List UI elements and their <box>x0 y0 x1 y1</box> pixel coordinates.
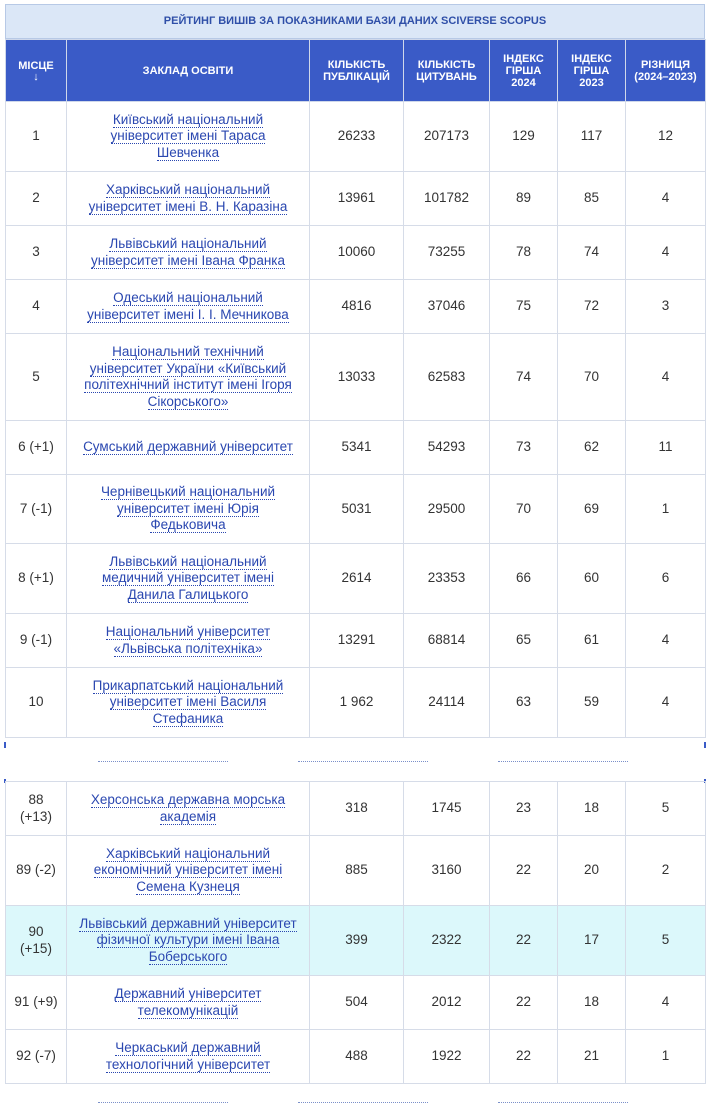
institution-link[interactable]: Харківський національний економічний університет імені Семена Кузнеця <box>93 845 283 894</box>
institution-link[interactable]: Сумський державний університет <box>83 439 293 455</box>
institution-link[interactable]: Національний університет «Львівська політехніка» <box>105 624 271 656</box>
cell-institution <box>67 226 310 280</box>
cell-institution <box>67 280 310 334</box>
cell-hindex-2023: 18 <box>558 976 626 1030</box>
table-row <box>6 976 706 1030</box>
ellipsis-divider <box>498 1102 628 1103</box>
institution-link[interactable]: Національний технічний університет України «Київський політехнічний інститут імені Ігоря Сікорського» <box>84 344 292 409</box>
table-row <box>6 172 706 226</box>
cell-place: 1 <box>6 102 67 172</box>
institution-link[interactable]: Одеський національний університет імені І. І. Мечникова <box>87 290 289 322</box>
institution-link[interactable]: Прикарпатський національний університет імені Василя Стефаника <box>92 677 284 726</box>
header-place-label: МІСЦЕ <box>18 59 54 72</box>
cell-citations: 68814 <box>404 614 490 668</box>
cell-hindex-2024: 78 <box>490 226 558 280</box>
cell-citations: 101782 <box>404 172 490 226</box>
ellipsis-divider <box>98 1102 228 1103</box>
cell-place: 88 (+13) <box>6 782 67 836</box>
table-row <box>6 668 706 738</box>
header-publications[interactable]: КІЛЬКІСТЬ ПУБЛІКАЦІЙ <box>310 40 404 102</box>
institution-link[interactable]: Львівський національний медичний університет імені Данила Галицького <box>101 553 275 602</box>
cell-citations: 62583 <box>404 334 490 421</box>
table-row <box>6 836 706 906</box>
cell-difference: 1 <box>626 1030 706 1084</box>
cell-publications: 318 <box>310 782 404 836</box>
cell-hindex-2023: 59 <box>558 668 626 738</box>
cell-hindex-2023: 69 <box>558 475 626 544</box>
cell-publications: 399 <box>310 906 404 976</box>
cell-hindex-2024: 66 <box>490 544 558 614</box>
cell-difference: 4 <box>626 226 706 280</box>
cell-hindex-2023: 17 <box>558 906 626 976</box>
cell-hindex-2023: 117 <box>558 102 626 172</box>
cell-place: 7 (-1) <box>6 475 67 544</box>
header-institution[interactable]: ЗАКЛАД ОСВІТИ <box>67 40 310 102</box>
cell-hindex-2024: 73 <box>490 421 558 475</box>
cell-publications: 13961 <box>310 172 404 226</box>
cell-publications: 504 <box>310 976 404 1030</box>
cell-citations: 37046 <box>404 280 490 334</box>
cell-difference: 4 <box>626 976 706 1030</box>
cell-hindex-2023: 20 <box>558 836 626 906</box>
ellipsis-divider <box>498 761 628 762</box>
cell-institution <box>67 475 310 544</box>
cell-citations: 24114 <box>404 668 490 738</box>
cell-hindex-2024: 22 <box>490 1030 558 1084</box>
table-edge-left <box>4 742 6 748</box>
cell-citations: 1745 <box>404 782 490 836</box>
cell-publications: 13291 <box>310 614 404 668</box>
table-row <box>6 226 706 280</box>
cell-institution <box>67 172 310 226</box>
cell-institution <box>67 668 310 738</box>
cell-hindex-2024: 22 <box>490 906 558 976</box>
cell-hindex-2023: 62 <box>558 421 626 475</box>
cell-place: 6 (+1) <box>6 421 67 475</box>
cell-hindex-2024: 65 <box>490 614 558 668</box>
cell-publications: 26233 <box>310 102 404 172</box>
cell-difference: 2 <box>626 836 706 906</box>
table-caption: РЕЙТИНГ ВИШІВ ЗА ПОКАЗНИКАМИ БАЗИ ДАНИХ SCIVERSE SCOPUS <box>5 4 705 39</box>
cell-citations: 207173 <box>404 102 490 172</box>
header-hindex-2023[interactable]: ІНДЕКС ГІРША 2023 <box>558 40 626 102</box>
cell-hindex-2024: 70 <box>490 475 558 544</box>
ranking-table-top <box>5 39 706 738</box>
cell-difference: 5 <box>626 906 706 976</box>
cell-difference: 4 <box>626 334 706 421</box>
cell-institution <box>67 334 310 421</box>
cell-institution <box>67 102 310 172</box>
table-row <box>6 280 706 334</box>
cell-difference: 4 <box>626 668 706 738</box>
cell-citations: 1922 <box>404 1030 490 1084</box>
cell-place: 8 (+1) <box>6 544 67 614</box>
cell-publications: 488 <box>310 1030 404 1084</box>
cell-place: 91 (+9) <box>6 976 67 1030</box>
cell-difference: 5 <box>626 782 706 836</box>
institution-link[interactable]: Державний університет телекомунікацій <box>114 986 262 1018</box>
cell-citations: 29500 <box>404 475 490 544</box>
institution-link[interactable]: Чернівецький національний університет імені Юрія Федьковича <box>100 484 276 533</box>
institution-link[interactable]: Київський національний університет імені Тараса Шевченка <box>110 111 266 160</box>
cell-institution <box>67 782 310 836</box>
table-row <box>6 102 706 172</box>
cell-publications: 13033 <box>310 334 404 421</box>
cell-place: 4 <box>6 280 67 334</box>
cell-institution <box>67 1030 310 1084</box>
cell-place: 9 (-1) <box>6 614 67 668</box>
table-row <box>6 544 706 614</box>
cell-place: 10 <box>6 668 67 738</box>
cell-hindex-2024: 22 <box>490 836 558 906</box>
institution-link[interactable]: Харківський національний університет імені В. Н. Каразіна <box>88 182 288 214</box>
cell-place: 5 <box>6 334 67 421</box>
cell-institution <box>67 421 310 475</box>
cell-hindex-2023: 72 <box>558 280 626 334</box>
table-row <box>6 614 706 668</box>
cell-citations: 54293 <box>404 421 490 475</box>
ellipsis-divider <box>98 761 228 762</box>
cell-hindex-2024: 23 <box>490 782 558 836</box>
cell-place: 3 <box>6 226 67 280</box>
cell-publications: 2614 <box>310 544 404 614</box>
institution-link[interactable]: Львівський національний університет імені Івана Франка <box>91 236 285 268</box>
header-citations[interactable]: КІЛЬКІСТЬ ЦИТУВАНЬ <box>404 40 490 102</box>
header-row <box>6 40 706 102</box>
cell-difference: 12 <box>626 102 706 172</box>
header-difference[interactable]: РІЗНИЦЯ (2024–2023) <box>626 40 706 102</box>
cell-place: 89 (-2) <box>6 836 67 906</box>
cell-hindex-2024: 63 <box>490 668 558 738</box>
cell-hindex-2023: 74 <box>558 226 626 280</box>
cell-difference: 11 <box>626 421 706 475</box>
institution-link[interactable]: Черкаський державний технологічний університет <box>105 1040 271 1072</box>
cell-citations: 3160 <box>404 836 490 906</box>
cell-publications: 10060 <box>310 226 404 280</box>
cell-hindex-2024: 74 <box>490 334 558 421</box>
cell-difference: 1 <box>626 475 706 544</box>
cell-hindex-2024: 89 <box>490 172 558 226</box>
cell-hindex-2023: 61 <box>558 614 626 668</box>
header-place[interactable] <box>6 40 67 102</box>
ellipsis-divider <box>298 1102 428 1103</box>
institution-link[interactable]: Львівський державний університет фізичної культури імені Івана Боберського <box>79 915 297 964</box>
table-row <box>6 334 706 421</box>
cell-hindex-2023: 85 <box>558 172 626 226</box>
table-row <box>6 782 706 836</box>
institution-link[interactable]: Херсонська державна морська академія <box>90 792 286 824</box>
cell-institution <box>67 544 310 614</box>
cell-publications: 5341 <box>310 421 404 475</box>
cell-citations: 23353 <box>404 544 490 614</box>
cell-citations: 2322 <box>404 906 490 976</box>
cell-publications: 5031 <box>310 475 404 544</box>
ranking-table-bottom <box>5 781 706 1084</box>
cell-difference: 4 <box>626 172 706 226</box>
cell-citations: 2012 <box>404 976 490 1030</box>
ellipsis-divider <box>298 761 428 762</box>
cell-difference: 3 <box>626 280 706 334</box>
cell-institution <box>67 906 310 976</box>
table-edge-right <box>704 742 706 748</box>
cell-hindex-2024: 22 <box>490 976 558 1030</box>
table-row <box>6 906 706 976</box>
cell-hindex-2023: 70 <box>558 334 626 421</box>
cell-institution <box>67 976 310 1030</box>
cell-institution <box>67 836 310 906</box>
table-row <box>6 475 706 544</box>
cell-publications: 885 <box>310 836 404 906</box>
table-row <box>6 421 706 475</box>
cell-hindex-2024: 75 <box>490 280 558 334</box>
cell-publications: 4816 <box>310 280 404 334</box>
cell-difference: 4 <box>626 614 706 668</box>
cell-publications: 1 962 <box>310 668 404 738</box>
header-hindex-2024[interactable]: ІНДЕКС ГІРША 2024 <box>490 40 558 102</box>
cell-place: 92 (-7) <box>6 1030 67 1084</box>
cell-institution <box>67 614 310 668</box>
cell-place: 2 <box>6 172 67 226</box>
cell-hindex-2023: 21 <box>558 1030 626 1084</box>
sort-arrow-icon: ↓ <box>33 70 39 83</box>
table-row <box>6 1030 706 1084</box>
cell-hindex-2023: 18 <box>558 782 626 836</box>
cell-hindex-2024: 129 <box>490 102 558 172</box>
cell-difference: 6 <box>626 544 706 614</box>
cell-place: 90 (+15) <box>6 906 67 976</box>
cell-hindex-2023: 60 <box>558 544 626 614</box>
cell-citations: 73255 <box>404 226 490 280</box>
